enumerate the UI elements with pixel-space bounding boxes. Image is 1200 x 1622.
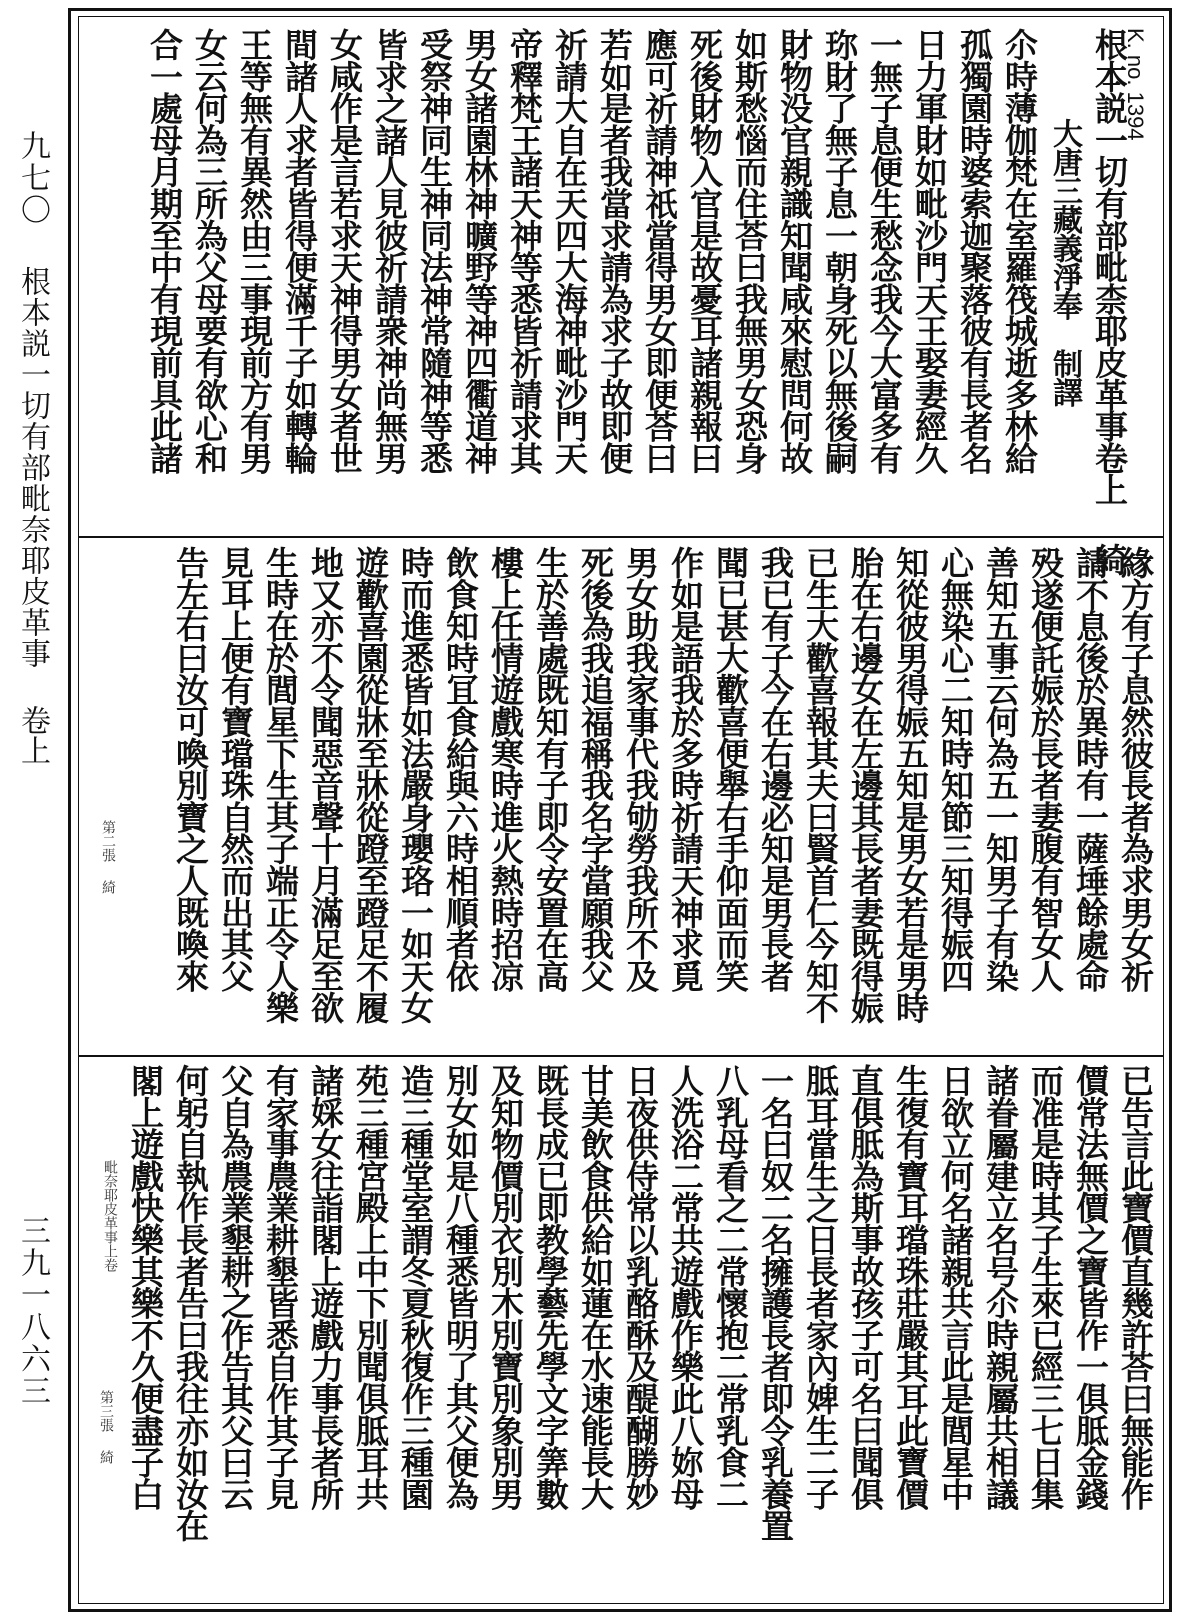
- text-column: 王等無有異然由三事現前方有男: [235, 28, 274, 474]
- text-column: 飲食知時冝食給與六時相順者依: [441, 546, 480, 992]
- text-column: 男女助我家事代我劬勞我所不及: [621, 546, 660, 992]
- text-column: 八乳母看之二常懷抱二常乳食二: [711, 1064, 750, 1510]
- text-column: 已生大歡喜報其夫曰賢首仁今知不: [801, 546, 840, 1024]
- text-column: 生於善處既知有子即令安置在高: [531, 546, 570, 992]
- margin-header: [0, 130, 64, 770]
- text-column: 生復有寶耳璫珠莊嚴其耳此寶價: [891, 1064, 930, 1510]
- register-divider-1: [78, 536, 1164, 538]
- text-column: 已告言此寶價直幾許荅曰無能作: [1116, 1064, 1155, 1510]
- text-column: 諸婇女往詣閣上遊戲力事長者所: [306, 1064, 345, 1510]
- text-column: 見耳上便有寶璫珠自然而出其父: [216, 546, 255, 992]
- text-column: 祈請大自在天四大海神毗沙門天: [550, 28, 589, 474]
- text-column: 若如是者我當求請為求子故即便: [595, 28, 634, 474]
- register-3: [86, 1064, 1158, 1602]
- text-column: 胎在右邊女在左邊其長者妻既得娠: [846, 546, 885, 1024]
- text-column: 財物没官親識知聞咸來慰問何故: [775, 28, 814, 474]
- text-column: 何躬自執作長者告曰我往亦如汝在: [171, 1064, 210, 1542]
- text-column: 死後為我追福稱我名字當願我父: [576, 546, 615, 992]
- text-column: 既長成已即教學藝先學文字筭數: [531, 1064, 570, 1510]
- text-column: 而准是時其子生來已經三七日集: [1026, 1064, 1065, 1510]
- text-column: 有家事農業耕墾皆悉自作其子見: [261, 1064, 300, 1510]
- text-column: 間諸人求者皆得便滿千子如轉輪: [280, 28, 319, 474]
- text-column: 請不息後於異時有一薩埵餘處命: [1071, 546, 1110, 992]
- text-column: 一名曰奴二名擁護長者即令乳養置: [756, 1064, 795, 1542]
- text-column: 苑三種宮殿上中下別聞俱胝耳共: [351, 1064, 390, 1510]
- text-column: 地又亦不令聞惡音聲十月滿足至欲: [306, 546, 345, 1024]
- text-column: 造三種堂室謂冬夏秋復作三種園: [396, 1064, 435, 1510]
- text-column: 價常法無價之寶皆作一俱胝金錢: [1071, 1064, 1110, 1510]
- text-column: 珎財了無子息一朝身死以無後嗣: [820, 28, 859, 474]
- text-column: 諸眷屬建立名号尒時親屬共相議: [981, 1064, 1020, 1510]
- text-column: 應可祈請神祇當得男女即便荅曰: [640, 28, 679, 474]
- register-2-columns: [86, 546, 1158, 1050]
- text-column: 如斯愁惱而住荅曰我無男女恐身: [730, 28, 769, 474]
- text-column: 帝釋梵王諸天神等悉皆祈請求其: [505, 28, 544, 474]
- catalog-number: K. no. 1394: [1123, 28, 1148, 141]
- text-column: 別女如是八種悉皆明了其父便為: [441, 1064, 480, 1510]
- leaf-title-3: 毗奈耶皮革事上卷: [102, 1160, 118, 1272]
- text-column: 樓上任情遊戲寒時進火熱時招凉: [486, 546, 525, 992]
- leaf-label-2: 第二張: [100, 820, 116, 862]
- leaf-mark-2: 綺: [100, 880, 116, 894]
- text-column: 直俱胝為斯事故孩子可名曰聞俱: [846, 1064, 885, 1510]
- scripture-title: 根本説一切有部毗奈耶皮革事: [15, 266, 50, 669]
- text-column: 甘美飲食供給如蓮在水速能長大: [576, 1064, 615, 1510]
- text-column: 男女諸園林神曠野等神四衢道神: [460, 28, 499, 474]
- text-column: 我已有子今在右邊必知是男長者: [756, 546, 795, 992]
- text-column: 死後財物入官是故憂耳諸親報曰: [685, 28, 724, 474]
- text-column: 女云何為三所為父母要有欲心和: [190, 28, 229, 474]
- text-column: 遊歡喜園從牀至牀從蹬至蹬足不履: [351, 546, 390, 1024]
- register-1: [86, 28, 1158, 575]
- text-column: 緣方有子息然彼長者為求男女祈: [1116, 546, 1155, 992]
- register-1-columns: [86, 28, 1158, 575]
- margin-page-number: [0, 1215, 64, 1407]
- text-column: 生時在於閭星下生其子端正令人樂: [261, 546, 300, 1024]
- text-column: 父自為農業墾耕之作告其父曰云: [216, 1064, 255, 1510]
- text-column: 日欲立何名諸親共言此是閭星中: [936, 1064, 975, 1510]
- text-column: 女咸作是言若求天神得男女者世: [325, 28, 364, 474]
- text-column: 一無子息便生愁念我今大富多有: [865, 28, 904, 474]
- text-column: 日夜供侍常以乳酪酥及醍醐勝妙: [621, 1064, 660, 1510]
- register-2: [86, 546, 1158, 1050]
- text-column: 心無染心二知時知節三知得娠四: [936, 546, 975, 992]
- text-column: 作如是語我於多時祈請天神求覓: [666, 546, 705, 992]
- text-column: 告左右曰汝可喚別寶之人既喚來: [171, 546, 210, 992]
- text-column: 時而進悉皆如法嚴身瓔珞一如天女: [396, 546, 435, 1024]
- fascicle-label: 卷上: [15, 705, 50, 765]
- text-column: 聞已甚大歡喜便舉右手仰面而笑: [711, 546, 750, 992]
- leaf-label-3: 第三張: [98, 1390, 114, 1432]
- text-column: 胝耳當生之日長者家內婢生二子: [801, 1064, 840, 1510]
- text-column: 日力軍財如毗沙門天王娶妻經久: [910, 28, 949, 474]
- text-column: 大唐三藏義淨奉 制譯: [1047, 118, 1082, 407]
- volume-number: 九七〇: [15, 130, 50, 226]
- text-column: 閣上遊戲快樂其樂不久便盡子白: [126, 1064, 165, 1510]
- text-column: 受祭神同生神同法神常隨神等悉: [415, 28, 454, 474]
- text-column: 人洗浴二常共遊戲作樂此八妳母: [666, 1064, 705, 1510]
- leaf-mark-3: 綺: [98, 1450, 114, 1464]
- text-column: 合一處母月期至中有現前具此諸: [145, 28, 184, 474]
- text-column: 皆求之諸人見彼祈請衆神尚無男: [370, 28, 409, 474]
- register-divider-2: [78, 1055, 1164, 1057]
- register-3-columns: [86, 1064, 1158, 1602]
- text-column: 善知五事云何為五一知男子有染: [981, 546, 1020, 992]
- text-column: 知從彼男得娠五知是男女若是男時: [891, 546, 930, 1024]
- text-column: 及知物價別衣別木別寶別象別男: [486, 1064, 525, 1510]
- page-number: 三九一八六三: [15, 1215, 50, 1407]
- text-column: 殁遂便託娠於長者妻腹有智女人: [1026, 546, 1065, 992]
- text-column: 尒時薄伽梵在室羅筏城逝多林給: [1000, 28, 1039, 474]
- text-column: 根本説一切有部毗柰耶皮革事卷上 綺: [1090, 28, 1129, 575]
- text-column: 孤獨園時婆索迦聚落彼有長者名: [955, 28, 994, 474]
